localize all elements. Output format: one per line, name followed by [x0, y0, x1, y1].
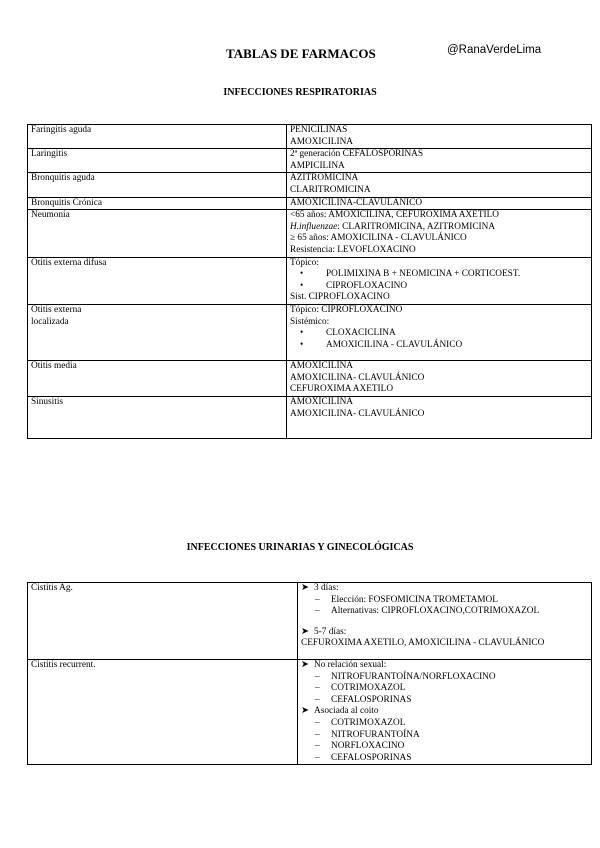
treatment-text: CLARITROMICINA	[290, 184, 371, 195]
treatment-text: CEFALOSPORINAS	[331, 694, 412, 705]
condition-cell	[28, 125, 287, 149]
treatment-line	[301, 606, 588, 618]
condition-label: Bronquitis aguda	[31, 173, 95, 184]
treatment-text: AMPICILINA	[290, 160, 345, 171]
treatment-line	[301, 638, 588, 650]
treatment-text: Resistencia: LEVOFLOXACINO	[290, 244, 416, 255]
condition-label: Otitis externa	[31, 304, 82, 315]
treatment-text: : CLARITROMICINA, AZITROMICINA	[337, 221, 496, 232]
treatment-line	[301, 695, 588, 707]
treatment-line	[290, 222, 588, 234]
treatment-line	[301, 595, 588, 607]
document-title: TABLAS DE FARMACOS	[226, 46, 376, 61]
treatment-text: Sist. CIPROFLOXACINO	[290, 292, 390, 303]
treatment-line	[301, 718, 588, 730]
treatment-cell	[287, 210, 592, 257]
respiratory-drug-table	[27, 124, 592, 439]
treatment-text: ≥ 65 años: AMOXICILINA - CLAVULÁNICO	[290, 233, 467, 244]
spacer	[290, 429, 588, 438]
treatment-text: No relación sexual:	[314, 659, 387, 670]
treatment-text: NITROFURANTOÍNA	[331, 729, 420, 740]
condition-cell	[28, 257, 287, 304]
treatment-text: Alternativas: CIPROFLOXACINO,COTRIMOXAZOL	[331, 606, 540, 617]
condition-cell	[28, 304, 287, 360]
treatment-line	[290, 373, 588, 385]
treatment-line	[301, 753, 588, 765]
treatment-text: <65 años: AMOXICILINA, CEFUROXIMA AXETILO	[290, 210, 499, 221]
condition-cell	[28, 361, 287, 397]
spacer	[290, 420, 588, 429]
table-row	[28, 257, 592, 304]
treatment-text: AZITROMICINA	[290, 173, 359, 184]
treatment-text: AMOXICILINA	[290, 136, 354, 147]
condition-cell	[28, 397, 287, 439]
treatment-cell	[287, 257, 592, 304]
condition-label: Otitis media	[31, 361, 77, 372]
treatment-line	[301, 706, 588, 718]
spacer	[301, 618, 588, 627]
treatment-line	[290, 198, 588, 210]
treatment-line	[290, 210, 588, 222]
condition-cell	[28, 149, 287, 173]
treatment-line	[290, 317, 588, 329]
table-row	[28, 197, 592, 210]
treatment-text: 5-7 días:	[314, 626, 347, 637]
treatment-cell	[287, 149, 592, 173]
condition-cell	[28, 210, 287, 257]
treatment-text: Sistémico:	[290, 316, 330, 327]
condition-label: Faringitis aguda	[31, 125, 92, 135]
treatment-text: 3 días:	[314, 583, 339, 593]
condition-label: Neumonía	[31, 210, 70, 221]
section-title-respiratory: INFECCIONES RESPIRATORIAS	[223, 87, 377, 98]
treatment-line	[290, 328, 588, 340]
treatment-line	[290, 258, 588, 270]
table-row	[28, 304, 592, 360]
treatment-line	[290, 340, 588, 352]
condition-label: Cistitis Ag.	[31, 583, 73, 593]
treatment-cell	[287, 173, 592, 197]
treatment-line	[290, 384, 588, 396]
treatment-line	[290, 409, 588, 421]
treatment-cell	[298, 583, 592, 660]
treatment-text: AMOXICILINA	[290, 397, 354, 408]
treatment-line	[301, 730, 588, 742]
treatment-text: COTRIMOXAZOL	[331, 683, 406, 694]
treatment-line	[290, 149, 588, 161]
treatment-cell	[287, 125, 592, 149]
table-row	[28, 361, 592, 397]
condition-label: Laringitis	[31, 149, 68, 160]
treatment-line	[290, 269, 588, 281]
treatment-text: CEFUROXIMA AXETILO	[290, 384, 394, 395]
spacer	[290, 351, 588, 360]
treatment-text: NORFLOXACINO	[331, 741, 405, 752]
treatment-line	[290, 245, 588, 257]
treatment-line	[301, 660, 588, 672]
treatment-line	[290, 173, 588, 185]
condition-label: Otitis externa difusa	[31, 257, 107, 268]
treatment-line	[290, 137, 588, 149]
treatment-line	[301, 672, 588, 684]
condition-cell	[28, 197, 287, 210]
treatment-line	[290, 397, 588, 409]
treatment-line	[290, 125, 588, 137]
condition-cell	[28, 173, 287, 197]
table-row	[28, 149, 592, 173]
condition-cell	[28, 659, 298, 764]
treatment-text: AMOXICILINA	[290, 361, 354, 372]
treatment-text: AMOXICILINA- CLAVULÁNICO	[290, 372, 425, 383]
treatment-text: PENICILINAS	[290, 125, 348, 135]
condition-label: Sinusitis	[31, 397, 64, 408]
section-title-urinary: INFECCIONES URINARIAS Y GINECOLÓGICAS	[186, 542, 414, 553]
table-row	[28, 125, 592, 149]
treatment-text: CLOXACICLINA	[326, 328, 396, 339]
treatment-text: CIPROFLOXACINO	[326, 280, 408, 291]
table-row	[28, 659, 592, 764]
treatment-line	[301, 741, 588, 753]
treatment-text: Tópico: CIPROFLOXACINO	[290, 304, 403, 315]
treatment-line	[290, 361, 588, 373]
treatment-line	[290, 161, 588, 173]
table-row	[28, 173, 592, 197]
treatment-text: AMOXICILINA- CLAVULÁNICO	[290, 408, 425, 419]
spacer	[301, 650, 588, 659]
treatment-cell	[287, 197, 592, 210]
author-handle: @RanaVerdeLima	[447, 44, 542, 56]
treatment-text: Tópico:	[290, 257, 319, 268]
treatment-text: Asociada al coito	[314, 706, 379, 717]
treatment-cell	[287, 361, 592, 397]
treatment-line	[301, 683, 588, 695]
condition-label: Cistitis recurrent.	[31, 659, 96, 670]
treatment-line	[290, 305, 588, 317]
treatment-line	[301, 583, 588, 595]
treatment-text: CEFALOSPORINAS	[331, 752, 412, 763]
table-row	[28, 397, 592, 439]
treatment-cell	[298, 659, 592, 764]
treatment-cell	[287, 304, 592, 360]
treatment-line	[290, 281, 588, 293]
condition-label: Bronquitis Crónica	[31, 197, 103, 208]
treatment-text: COTRIMOXAZOL	[331, 717, 406, 728]
treatment-cell	[287, 397, 592, 439]
pathogen-name: H.influenzae	[290, 221, 338, 232]
treatment-text: AMOXICILINA-CLAVULÁNICO	[290, 197, 423, 208]
treatment-text: NITROFURANTOÍNA/NORFLOXACINO	[331, 671, 496, 682]
condition-cell	[28, 583, 298, 660]
treatment-text: 2ª generación CEFALOSPORINAS	[290, 149, 424, 160]
urinary-drug-table	[27, 582, 592, 765]
treatment-line	[301, 627, 588, 639]
treatment-text: CEFUROXIMA AXETILO, AMOXICILINA - CLAVULÁNICO	[301, 638, 545, 649]
condition-label: localizada	[31, 316, 69, 327]
treatment-text: AMOXICILINA - CLAVULÁNICO	[326, 339, 463, 350]
treatment-line	[290, 185, 588, 197]
table-row	[28, 583, 592, 660]
treatment-text: POLIMIXINA B + NEOMICINA + CORTICOEST.	[326, 269, 521, 280]
treatment-line	[290, 233, 588, 245]
treatment-line	[290, 292, 588, 304]
table-row	[28, 210, 592, 257]
treatment-text: Elección: FOSFOMICINA TROMETAMOL	[331, 594, 498, 605]
